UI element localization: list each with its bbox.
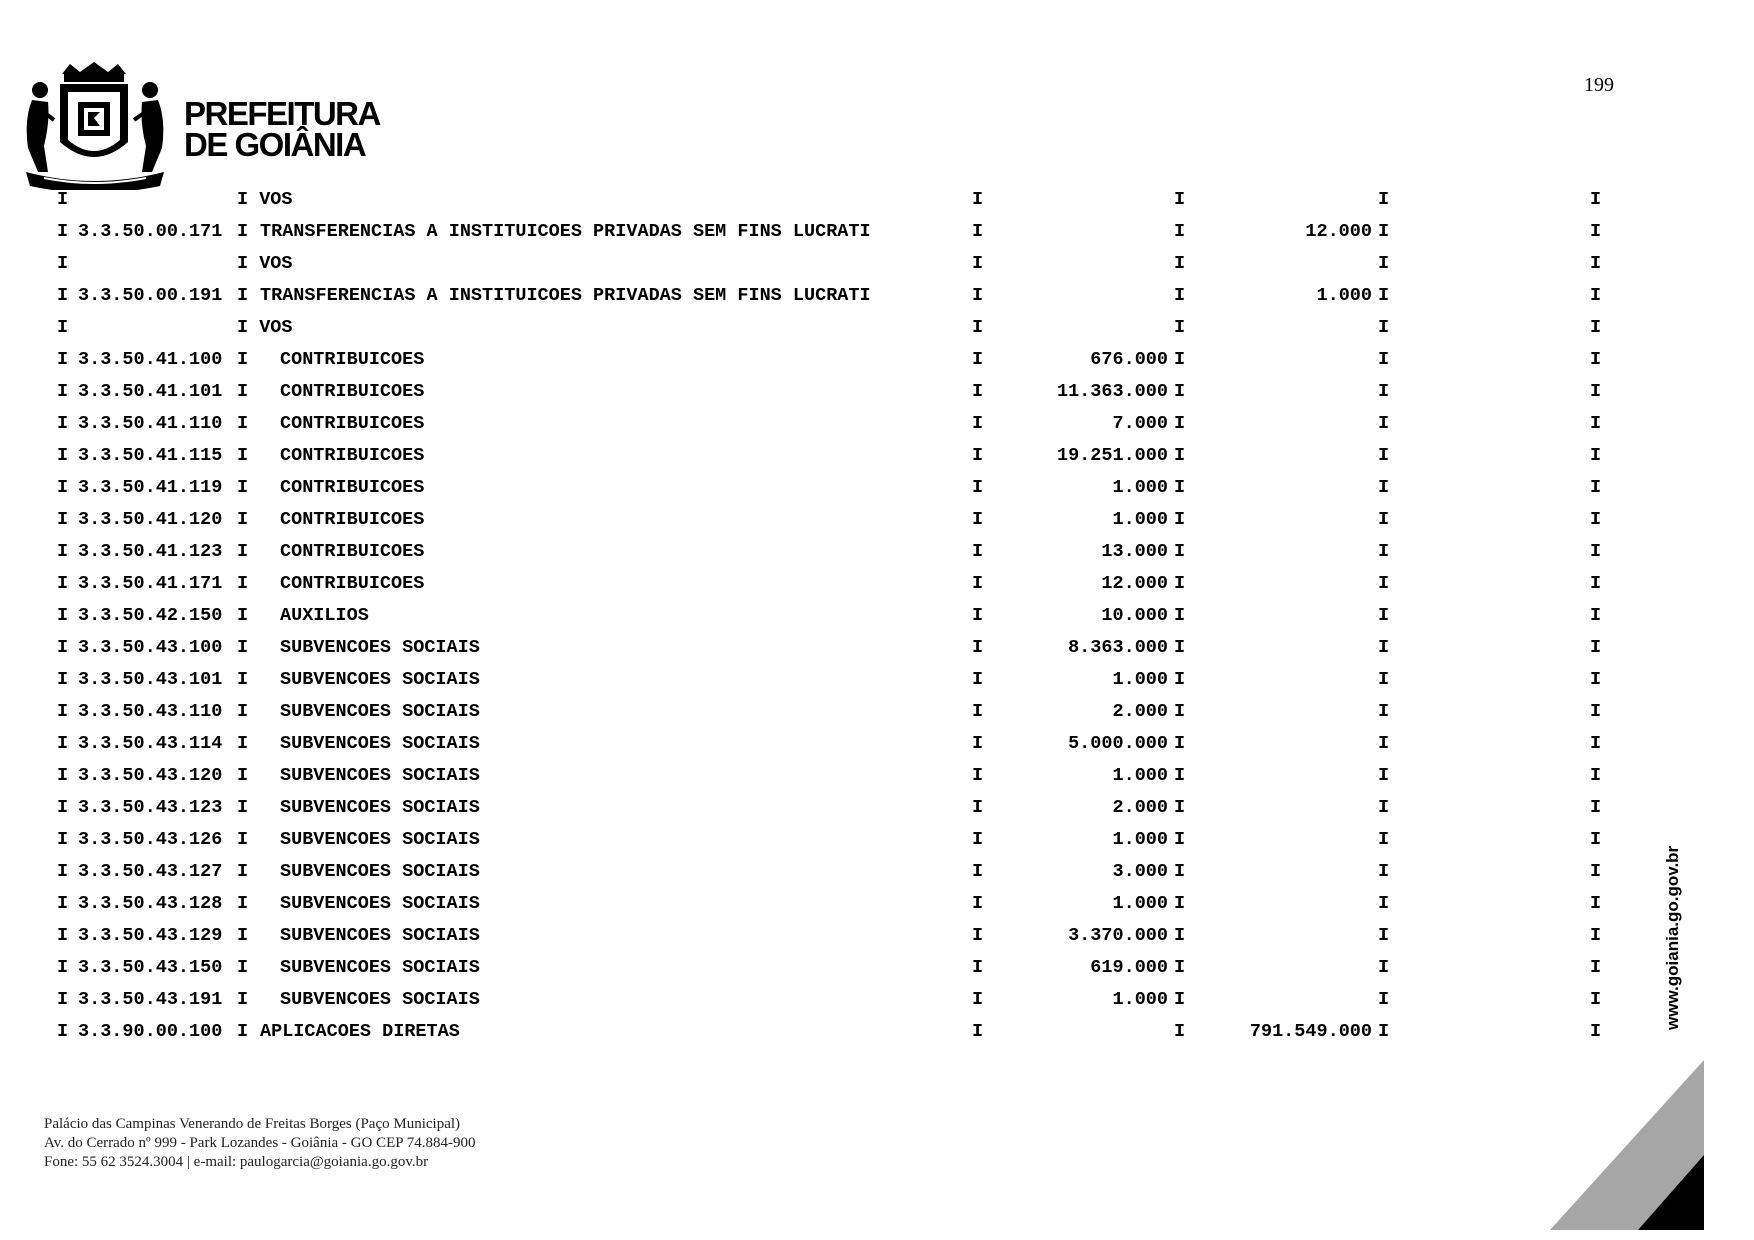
row-separator: I xyxy=(1174,765,1186,786)
row-separator: I xyxy=(1174,669,1186,690)
row-separator: I xyxy=(972,445,984,466)
row-description: AUXILIOS xyxy=(280,605,369,626)
row-separator: I xyxy=(972,829,984,850)
row-separator: I xyxy=(1590,413,1602,434)
row-value-1: 1.000 xyxy=(1112,669,1168,690)
row-code: 3.3.90.00.100 xyxy=(78,1021,223,1042)
row-separator: I xyxy=(57,189,69,210)
row-separator: I xyxy=(1590,733,1602,754)
table-row xyxy=(0,764,1640,796)
row-code: 3.3.50.41.120 xyxy=(78,509,223,530)
row-separator: I xyxy=(1378,221,1390,242)
table-row xyxy=(0,828,1640,860)
row-separator: I xyxy=(237,733,249,754)
row-separator: I xyxy=(57,381,69,402)
row-separator: I xyxy=(1174,861,1186,882)
row-value-1: 3.370.000 xyxy=(1068,925,1168,946)
row-separator: I xyxy=(237,477,249,498)
row-separator: I xyxy=(1590,541,1602,562)
row-separator: I xyxy=(1174,701,1186,722)
row-separator: I xyxy=(972,989,984,1010)
row-code: 3.3.50.41.100 xyxy=(78,349,223,370)
row-code: 3.3.50.43.101 xyxy=(78,669,223,690)
row-value-1: 2.000 xyxy=(1112,797,1168,818)
row-separator: I xyxy=(57,861,69,882)
row-separator: I xyxy=(1378,701,1390,722)
row-separator: I xyxy=(1378,797,1390,818)
row-separator: I xyxy=(1590,381,1602,402)
row-value-1: 676.000 xyxy=(1090,349,1168,370)
table-row xyxy=(0,188,1640,220)
row-separator: I xyxy=(1590,221,1602,242)
row-separator: I xyxy=(57,893,69,914)
row-separator: I xyxy=(1174,349,1186,370)
row-separator: I xyxy=(972,413,984,434)
row-value-1: 2.000 xyxy=(1112,701,1168,722)
row-separator: I xyxy=(57,285,69,306)
row-separator: I xyxy=(237,605,249,626)
table-row xyxy=(0,220,1640,252)
table-row xyxy=(0,572,1640,604)
row-separator: I xyxy=(237,701,249,722)
row-separator: I xyxy=(972,477,984,498)
row-value-1: 1.000 xyxy=(1112,765,1168,786)
footer-line-1: Palácio das Campinas Venerando de Freitas Borges (Paço Municipal) xyxy=(44,1116,461,1132)
row-separator: I xyxy=(972,509,984,530)
row-separator: I xyxy=(1590,285,1602,306)
row-separator: I xyxy=(972,893,984,914)
row-separator: I xyxy=(237,509,249,530)
row-description: SUBVENCOES SOCIAIS xyxy=(280,797,480,818)
table-row xyxy=(0,732,1640,764)
row-separator: I xyxy=(1174,573,1186,594)
row-separator: I xyxy=(57,253,69,274)
row-separator: I xyxy=(972,637,984,658)
row-separator: I xyxy=(1590,957,1602,978)
row-description: SUBVENCOES SOCIAIS xyxy=(280,957,480,978)
row-separator: I xyxy=(57,573,69,594)
row-description: CONTRIBUICOES xyxy=(280,573,425,594)
city-hall-logo xyxy=(14,60,380,190)
row-separator: I xyxy=(1378,989,1390,1010)
table-row xyxy=(0,860,1640,892)
row-separator: I xyxy=(1378,573,1390,594)
row-separator: I xyxy=(972,957,984,978)
row-separator: I xyxy=(57,701,69,722)
row-separator: I xyxy=(1174,797,1186,818)
row-description: APLICACOES DIRETAS xyxy=(260,1021,460,1042)
row-separator: I xyxy=(1378,445,1390,466)
row-separator: I xyxy=(237,957,249,978)
row-value-1: 5.000.000 xyxy=(1068,733,1168,754)
row-description: CONTRIBUICOES xyxy=(280,445,425,466)
footer-line-2: Av. do Cerrado nº 999 - Park Lozandes - Goiânia - GO CEP 74.884-900 xyxy=(44,1135,476,1151)
row-separator: I xyxy=(1174,317,1186,338)
row-separator: I xyxy=(1590,189,1602,210)
website-text: www.goiania.go.gov.br xyxy=(1663,845,1682,1030)
row-separator: I xyxy=(1174,989,1186,1010)
row-separator: I xyxy=(972,381,984,402)
row-separator: I xyxy=(1378,957,1390,978)
row-separator: I xyxy=(57,349,69,370)
coat-of-arms-icon xyxy=(14,60,174,190)
row-separator: I xyxy=(57,317,69,338)
row-separator: I xyxy=(237,349,249,370)
row-separator: I xyxy=(1590,925,1602,946)
row-value-1: 619.000 xyxy=(1090,957,1168,978)
row-separator: I xyxy=(972,733,984,754)
table-row xyxy=(0,636,1640,668)
row-separator: I xyxy=(1174,445,1186,466)
row-separator: I xyxy=(237,797,249,818)
row-code: 3.3.50.43.191 xyxy=(78,989,223,1010)
page-number: 199 xyxy=(1584,74,1614,96)
row-separator: I xyxy=(972,285,984,306)
row-separator: I xyxy=(1378,541,1390,562)
row-separator: I xyxy=(972,221,984,242)
row-separator: I xyxy=(1378,1021,1390,1042)
row-separator: I xyxy=(57,541,69,562)
row-description: I VOS xyxy=(237,253,293,274)
row-code: 3.3.50.41.110 xyxy=(78,413,223,434)
row-separator: I xyxy=(1174,925,1186,946)
row-separator: I xyxy=(972,701,984,722)
row-code: 3.3.50.43.114 xyxy=(78,733,223,754)
row-description: SUBVENCOES SOCIAIS xyxy=(280,989,480,1010)
row-description: SUBVENCOES SOCIAIS xyxy=(280,669,480,690)
row-value-1: 11.363.000 xyxy=(1056,381,1168,402)
row-description: TRANSFERENCIAS A INSTITUICOES PRIVADAS SEM FINS LUCRATI xyxy=(260,221,871,242)
row-value-1: 19.251.000 xyxy=(1056,445,1168,466)
row-description: SUBVENCOES SOCIAIS xyxy=(280,925,480,946)
row-separator: I xyxy=(237,541,249,562)
row-separator: I xyxy=(1378,253,1390,274)
row-code: 3.3.50.43.110 xyxy=(78,701,223,722)
row-separator: I xyxy=(237,893,249,914)
row-separator: I xyxy=(1174,637,1186,658)
table-row xyxy=(0,988,1640,1020)
row-separator: I xyxy=(1174,221,1186,242)
row-separator: I xyxy=(1174,893,1186,914)
row-separator: I xyxy=(237,381,249,402)
row-value-1: 10.000 xyxy=(1101,605,1168,626)
row-separator: I xyxy=(972,1021,984,1042)
row-description: CONTRIBUICOES xyxy=(280,509,425,530)
row-separator: I xyxy=(57,477,69,498)
row-description: TRANSFERENCIAS A INSTITUICOES PRIVADAS SEM FINS LUCRATI xyxy=(260,285,871,306)
row-value-1: 1.000 xyxy=(1112,989,1168,1010)
row-separator: I xyxy=(1378,477,1390,498)
table-row xyxy=(0,604,1640,636)
row-description: CONTRIBUICOES xyxy=(280,381,425,402)
row-description: CONTRIBUICOES xyxy=(280,541,425,562)
row-separator: I xyxy=(237,925,249,946)
row-code: 3.3.50.00.191 xyxy=(78,285,223,306)
row-separator: I xyxy=(1174,541,1186,562)
row-value-1: 1.000 xyxy=(1112,893,1168,914)
row-description: I VOS xyxy=(237,189,293,210)
table-row xyxy=(0,892,1640,924)
row-separator: I xyxy=(1590,989,1602,1010)
row-separator: I xyxy=(57,669,69,690)
row-separator: I xyxy=(1378,317,1390,338)
row-description: SUBVENCOES SOCIAIS xyxy=(280,733,480,754)
footer-address xyxy=(44,1115,476,1172)
row-separator: I xyxy=(1378,637,1390,658)
row-separator: I xyxy=(237,989,249,1010)
row-separator: I xyxy=(57,1021,69,1042)
row-separator: I xyxy=(237,285,249,306)
table-row xyxy=(0,476,1640,508)
row-value-2: 12.000 xyxy=(1305,221,1372,242)
row-separator: I xyxy=(1378,285,1390,306)
row-separator: I xyxy=(237,413,249,434)
table-row xyxy=(0,508,1640,540)
row-separator: I xyxy=(1590,829,1602,850)
row-value-1: 1.000 xyxy=(1112,477,1168,498)
row-separator: I xyxy=(1174,605,1186,626)
row-separator: I xyxy=(57,925,69,946)
row-separator: I xyxy=(1590,349,1602,370)
row-separator: I xyxy=(57,221,69,242)
row-separator: I xyxy=(1590,861,1602,882)
row-code: 3.3.50.43.127 xyxy=(78,861,223,882)
row-description: SUBVENCOES SOCIAIS xyxy=(280,637,480,658)
row-separator: I xyxy=(972,605,984,626)
row-separator: I xyxy=(1378,829,1390,850)
row-separator: I xyxy=(972,669,984,690)
row-separator: I xyxy=(1590,765,1602,786)
row-separator: I xyxy=(1378,189,1390,210)
row-code: 3.3.50.43.129 xyxy=(78,925,223,946)
row-separator: I xyxy=(1378,669,1390,690)
row-separator: I xyxy=(972,349,984,370)
row-separator: I xyxy=(1590,605,1602,626)
row-separator: I xyxy=(237,1021,249,1042)
row-separator: I xyxy=(1590,637,1602,658)
table-row xyxy=(0,380,1640,412)
row-separator: I xyxy=(57,637,69,658)
row-separator: I xyxy=(237,829,249,850)
table-row xyxy=(0,924,1640,956)
row-separator: I xyxy=(1378,413,1390,434)
row-separator: I xyxy=(237,573,249,594)
row-value-1: 1.000 xyxy=(1112,829,1168,850)
row-separator: I xyxy=(1590,477,1602,498)
table-row xyxy=(0,252,1640,284)
row-description: SUBVENCOES SOCIAIS xyxy=(280,893,480,914)
row-separator: I xyxy=(1378,381,1390,402)
row-separator: I xyxy=(1378,349,1390,370)
row-separator: I xyxy=(1174,189,1186,210)
row-code: 3.3.50.43.120 xyxy=(78,765,223,786)
row-separator: I xyxy=(1590,669,1602,690)
row-separator: I xyxy=(57,989,69,1010)
row-separator: I xyxy=(972,797,984,818)
row-separator: I xyxy=(1590,1021,1602,1042)
row-description: SUBVENCOES SOCIAIS xyxy=(280,861,480,882)
row-code: 3.3.50.41.171 xyxy=(78,573,223,594)
row-separator: I xyxy=(972,925,984,946)
footer-line-3: Fone: 55 62 3524.3004 | e-mail: paulogarcia@goiania.go.gov.br xyxy=(44,1154,429,1170)
row-separator: I xyxy=(1590,445,1602,466)
row-separator: I xyxy=(1590,893,1602,914)
row-separator: I xyxy=(57,733,69,754)
row-code: 3.3.50.41.115 xyxy=(78,445,223,466)
row-separator: I xyxy=(237,861,249,882)
row-separator: I xyxy=(1378,509,1390,530)
row-code: 3.3.50.41.123 xyxy=(78,541,223,562)
row-separator: I xyxy=(57,829,69,850)
row-separator: I xyxy=(57,509,69,530)
row-separator: I xyxy=(972,189,984,210)
table-row xyxy=(0,1020,1640,1052)
row-code: 3.3.50.43.128 xyxy=(78,893,223,914)
row-separator: I xyxy=(237,637,249,658)
table-row xyxy=(0,540,1640,572)
row-description: CONTRIBUICOES xyxy=(280,477,425,498)
row-code: 3.3.50.43.126 xyxy=(78,829,223,850)
table-row xyxy=(0,412,1640,444)
row-separator: I xyxy=(972,541,984,562)
row-separator: I xyxy=(1174,477,1186,498)
brand-line-2: DE GOIÂNIA xyxy=(184,126,366,163)
row-separator: I xyxy=(57,605,69,626)
corner-decoration xyxy=(1550,1060,1704,1230)
row-separator: I xyxy=(1174,957,1186,978)
row-separator: I xyxy=(1174,509,1186,530)
row-value-1: 7.000 xyxy=(1112,413,1168,434)
row-separator: I xyxy=(57,413,69,434)
row-separator: I xyxy=(972,765,984,786)
row-separator: I xyxy=(57,797,69,818)
row-separator: I xyxy=(1378,765,1390,786)
row-separator: I xyxy=(237,221,249,242)
row-description: CONTRIBUICOES xyxy=(280,413,425,434)
table-row xyxy=(0,956,1640,988)
row-separator: I xyxy=(972,573,984,594)
table-row xyxy=(0,348,1640,380)
row-value-1: 13.000 xyxy=(1101,541,1168,562)
row-separator: I xyxy=(972,317,984,338)
row-code: 3.3.50.00.171 xyxy=(78,221,223,242)
row-separator: I xyxy=(1378,925,1390,946)
row-code: 3.3.50.41.101 xyxy=(78,381,223,402)
row-separator: I xyxy=(972,253,984,274)
table-row xyxy=(0,284,1640,316)
row-code: 3.3.50.43.100 xyxy=(78,637,223,658)
row-code: 3.3.50.41.119 xyxy=(78,477,223,498)
row-separator: I xyxy=(57,445,69,466)
row-separator: I xyxy=(237,669,249,690)
row-separator: I xyxy=(1590,797,1602,818)
table-row xyxy=(0,316,1640,348)
row-separator: I xyxy=(57,957,69,978)
row-value-1: 8.363.000 xyxy=(1068,637,1168,658)
row-value-1: 12.000 xyxy=(1101,573,1168,594)
row-separator: I xyxy=(1174,285,1186,306)
row-description: SUBVENCOES SOCIAIS xyxy=(280,829,480,850)
row-separator: I xyxy=(1174,1021,1186,1042)
brand-wordmark xyxy=(184,95,380,163)
row-separator: I xyxy=(1174,381,1186,402)
brand-line-1: PREFEITURA xyxy=(184,95,380,132)
row-value-2: 1.000 xyxy=(1316,285,1372,306)
row-description: CONTRIBUICOES xyxy=(280,349,425,370)
row-separator: I xyxy=(1174,413,1186,434)
row-separator: I xyxy=(1174,253,1186,274)
table-row xyxy=(0,444,1640,476)
row-description: SUBVENCOES SOCIAIS xyxy=(280,701,480,722)
row-separator: I xyxy=(1174,733,1186,754)
row-value-1: 1.000 xyxy=(1112,509,1168,530)
row-separator: I xyxy=(1378,893,1390,914)
row-separator: I xyxy=(57,765,69,786)
table-row xyxy=(0,700,1640,732)
row-separator: I xyxy=(1590,573,1602,594)
row-separator: I xyxy=(1590,701,1602,722)
row-value-2: 791.549.000 xyxy=(1249,1021,1372,1042)
row-separator: I xyxy=(237,445,249,466)
row-code: 3.3.50.43.123 xyxy=(78,797,223,818)
row-separator: I xyxy=(1378,733,1390,754)
row-separator: I xyxy=(1378,861,1390,882)
row-code: 3.3.50.42.150 xyxy=(78,605,223,626)
table-row xyxy=(0,796,1640,828)
row-description: I VOS xyxy=(237,317,293,338)
row-separator: I xyxy=(237,765,249,786)
table-row xyxy=(0,668,1640,700)
row-separator: I xyxy=(972,861,984,882)
row-separator: I xyxy=(1590,509,1602,530)
row-description: SUBVENCOES SOCIAIS xyxy=(280,765,480,786)
row-value-1: 3.000 xyxy=(1112,861,1168,882)
row-separator: I xyxy=(1590,253,1602,274)
row-separator: I xyxy=(1590,317,1602,338)
row-code: 3.3.50.43.150 xyxy=(78,957,223,978)
row-separator: I xyxy=(1174,829,1186,850)
row-separator: I xyxy=(1378,605,1390,626)
